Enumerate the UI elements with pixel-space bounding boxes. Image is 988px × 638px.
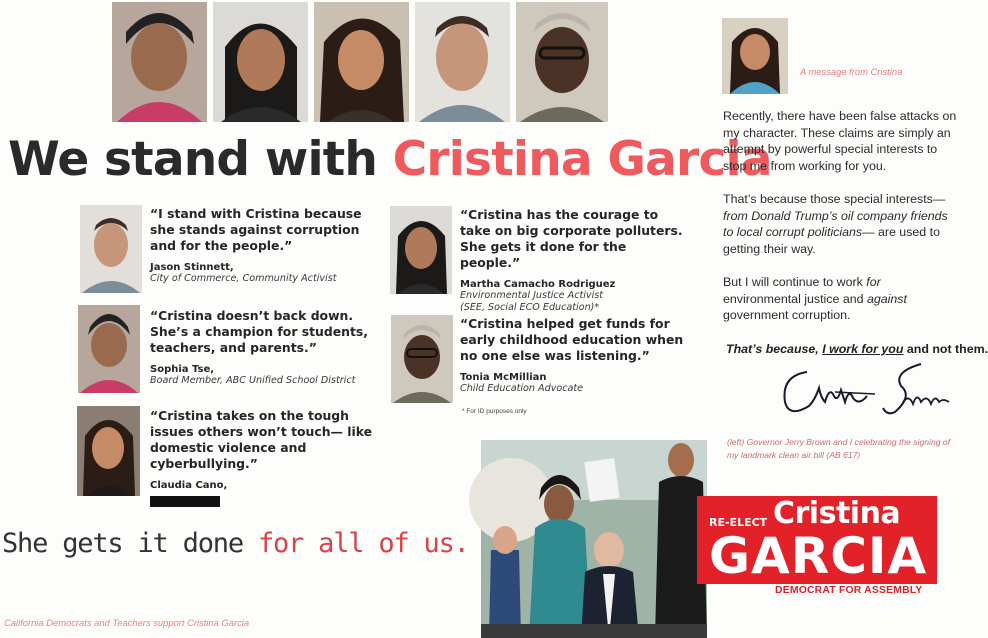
closing-underlined: I work for you: [822, 342, 904, 356]
testimonial-tonia: [460, 316, 690, 395]
photo-caption: (left) Governor Jerry Brown and I celebrating the signing of my landmark clean air bill (AB 617): [727, 437, 951, 460]
letter-emphasis: against: [866, 291, 907, 306]
letter-line: That’s because those special interests—: [723, 192, 946, 206]
closing-lead: That’s because,: [726, 342, 823, 356]
tagline-highlight: for all of us.: [257, 528, 469, 559]
event-photo: [481, 440, 707, 638]
portrait-1: [112, 2, 207, 122]
handwritten-signature: [775, 358, 955, 422]
testimonial-photo-martha: [390, 206, 452, 294]
testimonial-photo-claudia: [77, 406, 140, 496]
testimonial-quote: “Cristina doesn’t back down. She’s a champion for students, teachers, and parents.”: [150, 308, 368, 355]
portrait-2: [213, 2, 308, 122]
testimonial-jason: [150, 206, 370, 285]
testimonial-sophia: [150, 308, 375, 387]
testimonial-quote: “I stand with Cristina because she stands against corruption and for the people.”: [150, 206, 362, 253]
portrait-3: [314, 2, 409, 122]
letter-paragraph-1: [723, 108, 963, 174]
testimonial-quote: “Cristina helped get funds for early childhood education when no one else was listening.”: [460, 316, 684, 363]
letter-line-italic: from Donald Trump’s oil company friends: [723, 208, 948, 223]
letter-line: attempt by powerful special interests to: [723, 142, 938, 156]
letter-text: environmental justice and: [723, 291, 867, 306]
letter-paragraph-2: [723, 191, 963, 257]
testimonial-name: Sophia Tse,: [150, 364, 215, 375]
testimonial-name: Martha Camacho Rodriguez: [460, 279, 616, 290]
support-note: California Democrats and Teachers support Cristina Garcia: [4, 617, 250, 628]
portrait-4: [415, 2, 510, 122]
letter-emphasis: for: [866, 275, 881, 289]
testimonial-martha: [460, 207, 690, 314]
badge-reelect: RE-ELECT: [709, 516, 768, 529]
testimonial-quote: “Cristina has the courage to take on big corporate polluters. She gets it done for the people.”: [460, 207, 683, 270]
testimonial-name: Tonia McMillian: [460, 372, 547, 383]
testimonial-photo-tonia: [391, 315, 453, 403]
testimonial-role: Environmental Justice Activist: [460, 290, 603, 301]
letter-line-italic: to local corrupt politicians: [723, 225, 863, 239]
headline: [8, 132, 772, 187]
letter-line-tail: — are used to: [862, 225, 940, 239]
closing-tail: and not them.: [903, 342, 988, 356]
testimonial-claudia: [150, 408, 375, 510]
letter-line: getting their way.: [723, 241, 816, 256]
letter-closing: [726, 342, 988, 356]
cristina-portrait: [722, 18, 788, 94]
headline-candidate-name: Cristina Garcia: [392, 132, 772, 187]
letter-line: Recently, there have been false attacks on: [723, 109, 957, 123]
testimonial-name: Jason Stinnett,: [150, 262, 234, 273]
testimonial-name: Claudia Cano,: [150, 480, 228, 491]
badge-office: DEMOCRAT FOR ASSEMBLY: [775, 585, 923, 596]
testimonial-photo-jason: [80, 205, 142, 293]
redaction-bar: [150, 496, 220, 507]
letter-paragraph-3: [723, 274, 963, 324]
badge-last-name: GARCIA: [709, 527, 928, 585]
badge-first-name: Cristina: [773, 496, 901, 531]
id-footnote: * For ID purposes only: [462, 408, 527, 415]
testimonial-role: (SEE, Social ECO Education)*: [460, 302, 600, 313]
testimonial-photo-sophia: [78, 305, 140, 393]
testimonial-role: Child Education Advocate: [460, 383, 584, 394]
letter-line: my character. These claims are simply an: [723, 125, 951, 140]
tagline: [2, 528, 469, 559]
testimonial-role: Board Member, ABC Unified School District: [150, 375, 356, 386]
portrait-5: [516, 2, 608, 122]
message-from-label: A message from Cristina: [800, 66, 903, 77]
letter-body: [723, 108, 963, 341]
letter-line: stop me from working for you.: [723, 158, 887, 173]
reelect-badge: [697, 496, 937, 584]
redacted-role: [150, 491, 375, 510]
headline-lead: We stand with: [8, 132, 393, 187]
letter-text: government corruption.: [723, 308, 851, 322]
testimonial-quote: “Cristina takes on the tough issues others won’t touch— like domestic violence and cyberbullying.”: [150, 408, 373, 471]
tagline-lead: She gets it done: [2, 528, 258, 559]
testimonial-role: City of Commerce, Community Activist: [150, 273, 337, 284]
letter-text: But I will continue to work: [723, 275, 867, 289]
